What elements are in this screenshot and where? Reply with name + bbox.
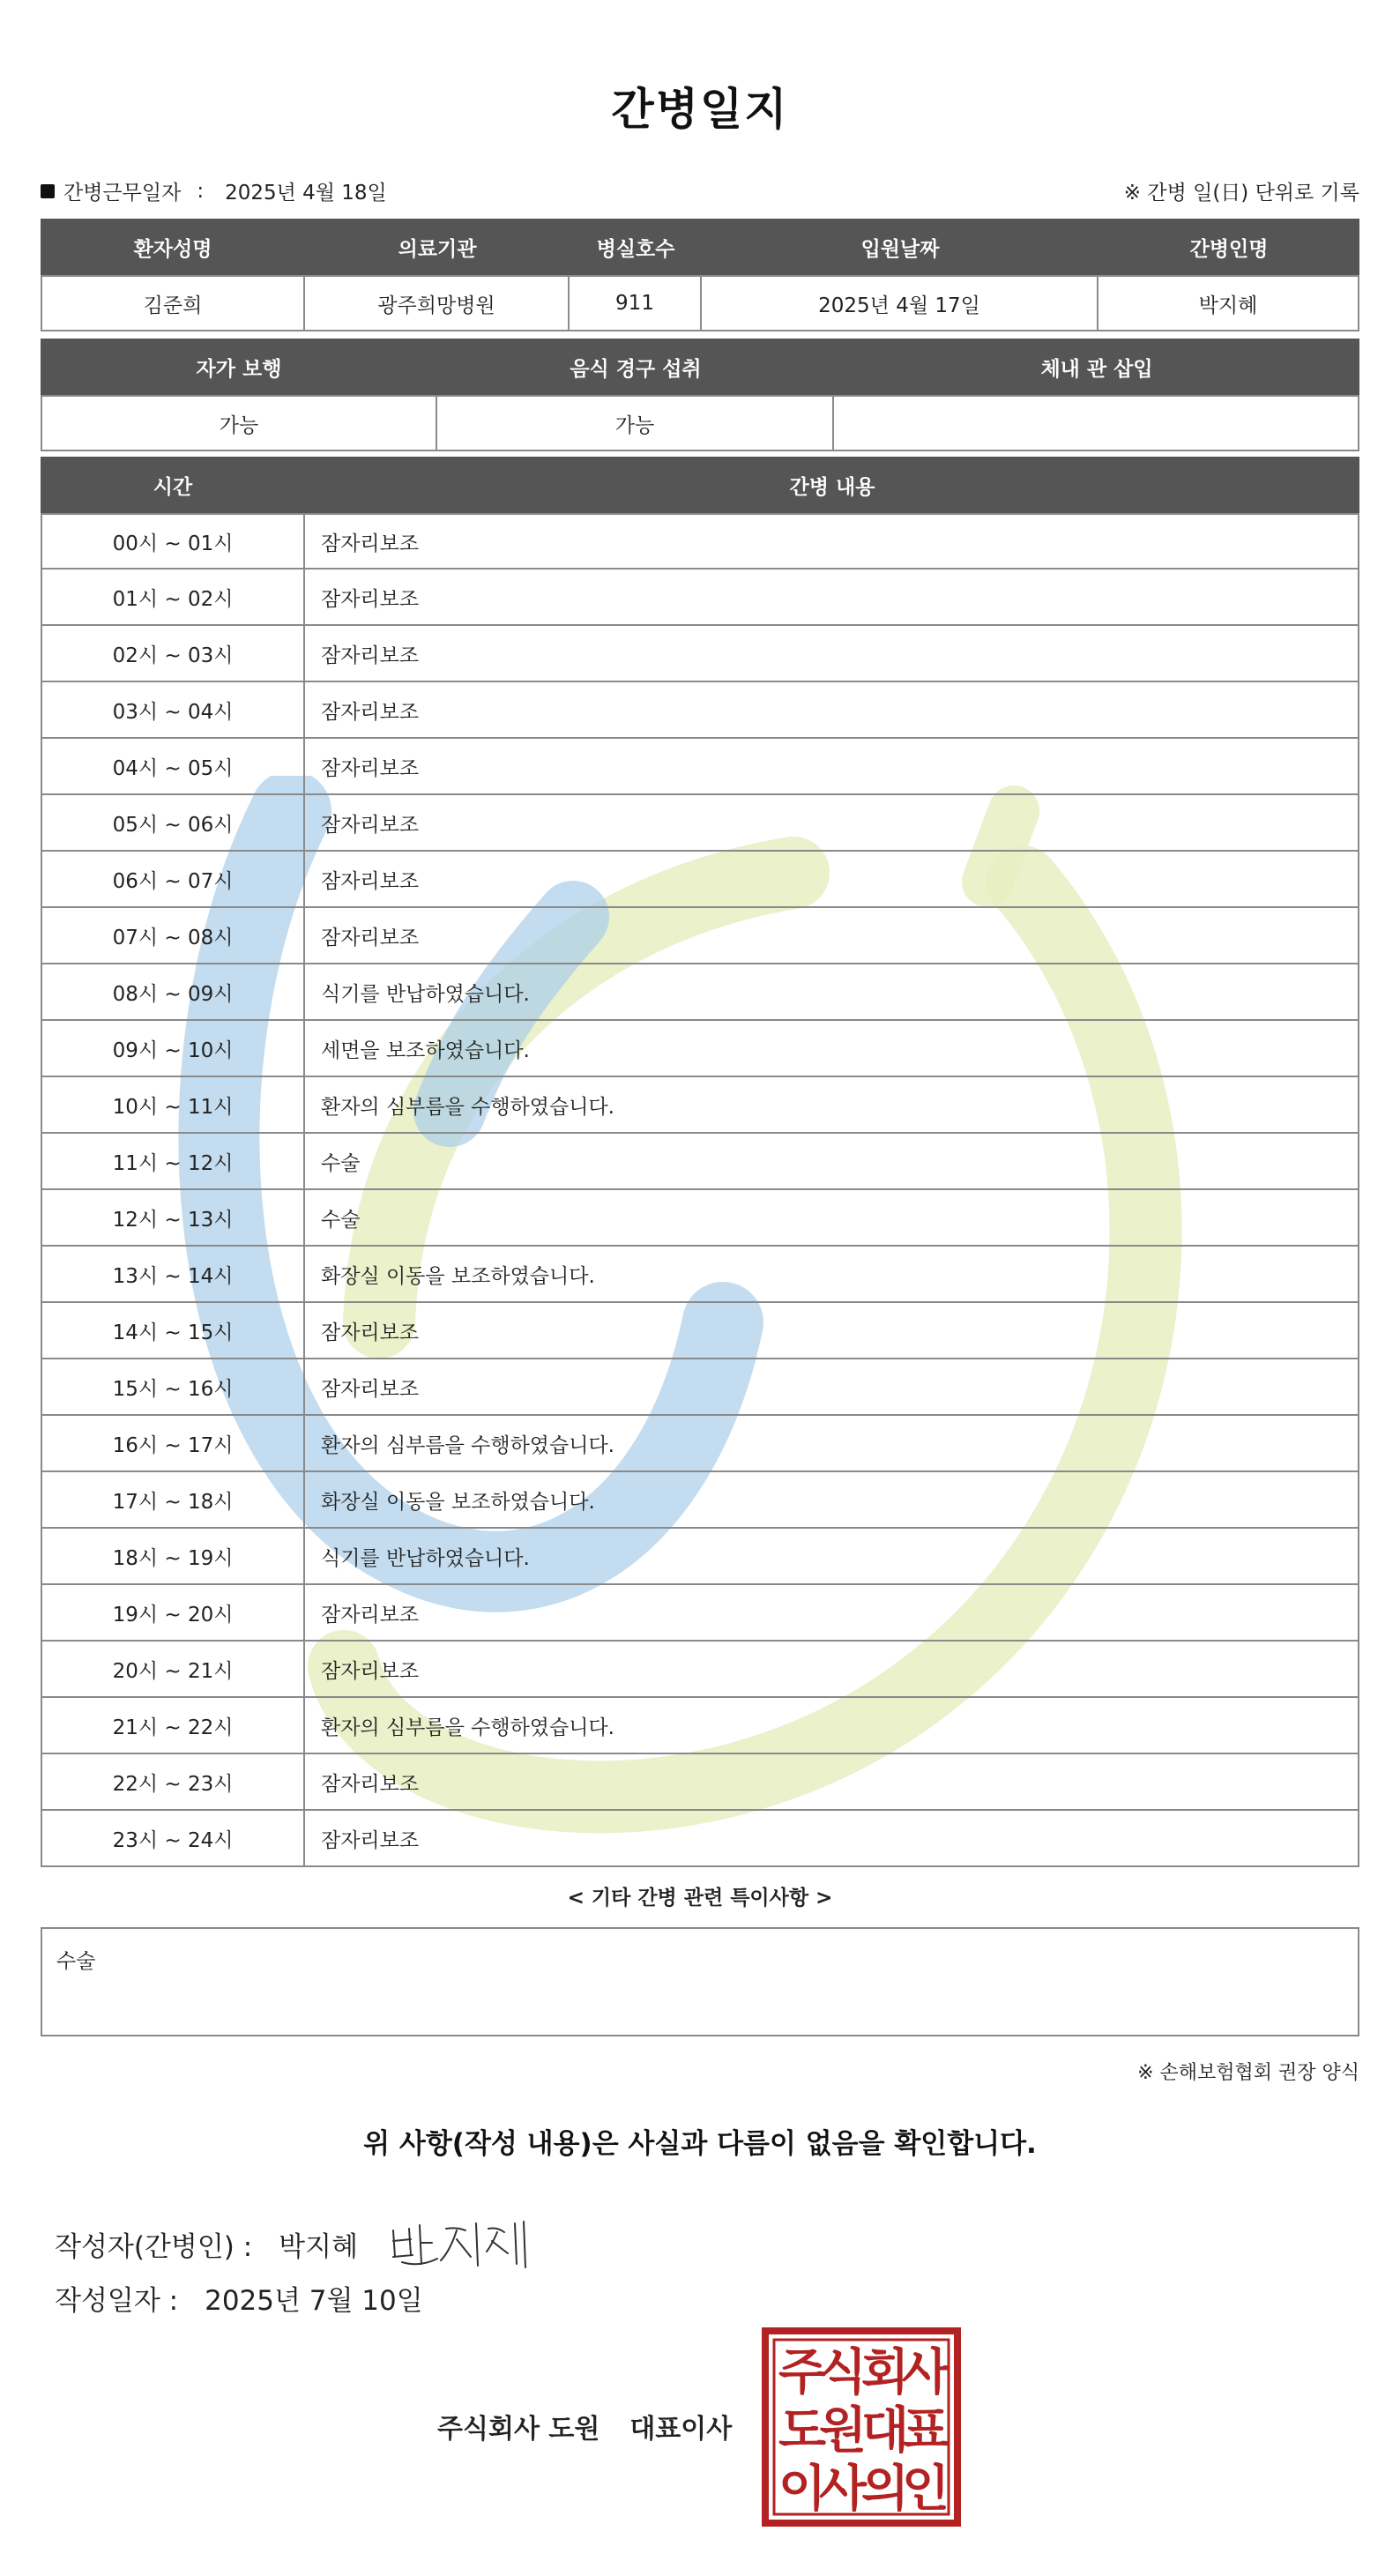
care-log-time: 10시 ~ 11시 <box>41 1077 305 1134</box>
care-log-content: 식기를 반납하였습니다. <box>305 964 1359 1021</box>
seal-char: 도 <box>778 2402 827 2460</box>
writer-label: 작성자(간병인) : <box>55 2230 253 2263</box>
room-number-value: 911 <box>570 275 702 331</box>
self-walking-value: 가능 <box>41 395 437 451</box>
work-date-colon: : <box>197 179 205 203</box>
care-log-time: 15시 ~ 16시 <box>41 1359 305 1416</box>
header-admission-date: 입원날짜 <box>860 237 940 261</box>
record-unit-note: ※ 간병 일(日) 단위로 기록 <box>1123 182 1359 205</box>
header-oral-intake: 음식 경구 섭취 <box>570 357 702 381</box>
care-log-table <box>41 457 1359 1867</box>
care-log-time: 23시 ~ 24시 <box>41 1811 305 1867</box>
care-log-row <box>41 1416 1359 1472</box>
care-log-content: 잠자리보조 <box>305 1303 1359 1359</box>
meta-row <box>41 173 1359 208</box>
care-log-time: 16시 ~ 17시 <box>41 1416 305 1472</box>
care-log-time: 08시 ~ 09시 <box>41 964 305 1021</box>
care-log-content: 수술 <box>305 1134 1359 1190</box>
care-log-content: 잠자리보조 <box>305 852 1359 908</box>
header-care-content: 간병 내용 <box>789 475 875 499</box>
care-log-content: 잠자리보조 <box>305 1642 1359 1698</box>
company-line <box>437 2407 732 2446</box>
care-log-content: 잠자리보조 <box>305 1585 1359 1642</box>
written-date-label: 작성일자 : <box>55 2285 179 2317</box>
patient-info-table <box>41 219 1359 331</box>
care-log-row <box>41 908 1359 964</box>
admission-date-value: 2025년 4월 17일 <box>702 275 1098 331</box>
care-log-content: 잠자리보조 <box>305 795 1359 852</box>
care-log-content: 잠자리보조 <box>305 1359 1359 1416</box>
care-log-content: 잠자리보조 <box>305 908 1359 964</box>
care-log-content: 잠자리보조 <box>305 682 1359 739</box>
form-source-note: ※ 손해보험협회 권장 양식 <box>1137 2062 1359 2084</box>
care-log-time: 22시 ~ 23시 <box>41 1754 305 1811</box>
care-log-row <box>41 1642 1359 1698</box>
seal-char: 사 <box>901 2344 950 2401</box>
care-log-time: 20시 ~ 21시 <box>41 1642 305 1698</box>
care-log-content: 잠자리보조 <box>305 1754 1359 1811</box>
care-log-content: 세면을 보조하였습니다. <box>305 1021 1359 1077</box>
care-log-time: 18시 ~ 19시 <box>41 1529 305 1585</box>
patient-status-value-row <box>41 395 1359 451</box>
care-log-row <box>41 852 1359 908</box>
seal-char: 대 <box>860 2402 910 2460</box>
care-log-row <box>41 1134 1359 1190</box>
care-log-row <box>41 570 1359 626</box>
company-ceo-title: 대표이사 <box>629 2414 733 2445</box>
oral-intake-value: 가능 <box>437 395 834 451</box>
care-log-content: 환자의 심부름을 수행하였습니다. <box>305 1416 1359 1472</box>
care-log-time: 19시 ~ 20시 <box>41 1585 305 1642</box>
patient-info-header-row <box>41 219 1359 275</box>
header-tube-insertion: 체내 관 삽입 <box>1040 357 1153 381</box>
care-log-content: 환자의 심부름을 수행하였습니다. <box>305 1698 1359 1754</box>
care-log-row <box>41 795 1359 852</box>
patient-name-value: 김준희 <box>41 275 305 331</box>
work-date-label: 간병근무일자 <box>63 182 182 205</box>
written-date-line <box>55 2278 423 2318</box>
care-log-row <box>41 1529 1359 1585</box>
seal-char: 사 <box>818 2461 868 2518</box>
care-log-row <box>41 1303 1359 1359</box>
work-date-info <box>41 176 387 205</box>
care-log-time: 11시 ~ 12시 <box>41 1134 305 1190</box>
tube-insertion-value <box>834 395 1359 451</box>
care-log-content: 수술 <box>305 1190 1359 1247</box>
care-log-content: 잠자리보조 <box>305 739 1359 795</box>
care-log-time: 17시 ~ 18시 <box>41 1472 305 1529</box>
header-room-number: 병실호수 <box>596 237 675 261</box>
care-log-row <box>41 1190 1359 1247</box>
care-log-content: 잠자리보조 <box>305 513 1359 570</box>
care-log-content: 잠자리보조 <box>305 626 1359 682</box>
care-log-row <box>41 1247 1359 1303</box>
care-log-time: 13시 ~ 14시 <box>41 1247 305 1303</box>
bullet-square-icon <box>41 184 55 198</box>
seal-char: 표 <box>901 2402 950 2460</box>
writer-name: 박지혜 <box>279 2230 359 2263</box>
hospital-value: 광주희망병원 <box>305 275 570 331</box>
seal-char: 인 <box>901 2461 950 2518</box>
care-log-row <box>41 1811 1359 1867</box>
care-log-time: 01시 ~ 02시 <box>41 570 305 626</box>
care-log-time: 03시 ~ 04시 <box>41 682 305 739</box>
care-log-row <box>41 1698 1359 1754</box>
company-seal-stamp <box>762 2327 961 2527</box>
confirmation-statement: 위 사항(작성 내용)은 사실과 다름이 없음을 확인합니다. <box>363 2128 1037 2160</box>
care-log-row <box>41 1359 1359 1416</box>
care-log-row <box>41 1585 1359 1642</box>
header-caregiver-name: 간병인명 <box>1189 237 1269 261</box>
patient-info-value-row <box>41 275 1359 331</box>
care-log-row <box>41 682 1359 739</box>
seal-char: 원 <box>818 2402 868 2460</box>
patient-status-header-row <box>41 339 1359 395</box>
care-log-row <box>41 1077 1359 1134</box>
seal-char: 회 <box>860 2344 910 2401</box>
care-log-header-row <box>41 457 1359 513</box>
care-log-row <box>41 1472 1359 1529</box>
care-log-time: 02시 ~ 03시 <box>41 626 305 682</box>
care-log-time: 12시 ~ 13시 <box>41 1190 305 1247</box>
care-log-time: 04시 ~ 05시 <box>41 739 305 795</box>
care-log-content: 환자의 심부름을 수행하였습니다. <box>305 1077 1359 1134</box>
care-log-row <box>41 739 1359 795</box>
patient-status-table <box>41 339 1359 451</box>
notes-content: 수술 <box>56 1950 96 1973</box>
care-log-time: 21시 ~ 22시 <box>41 1698 305 1754</box>
care-log-row <box>41 513 1359 570</box>
care-log-row <box>41 1021 1359 1077</box>
care-log-time: 07시 ~ 08시 <box>41 908 305 964</box>
company-name: 주식회사 도원 <box>437 2414 600 2445</box>
written-date-value: 2025년 7월 10일 <box>205 2285 423 2317</box>
header-hospital: 의료기관 <box>398 237 477 261</box>
writer-line <box>55 2213 543 2274</box>
care-log-content: 식기를 반납하였습니다. <box>305 1529 1359 1585</box>
notes-title: < 기타 간병 관련 특이사항 > <box>567 1887 833 1910</box>
care-log-time: 09시 ~ 10시 <box>41 1021 305 1077</box>
care-log-content: 잠자리보조 <box>305 570 1359 626</box>
page-title: 간병일지 <box>611 84 789 135</box>
care-log-row <box>41 1754 1359 1811</box>
seal-char: 식 <box>818 2344 868 2401</box>
care-log-time: 06시 ~ 07시 <box>41 852 305 908</box>
care-log-content: 잠자리보조 <box>305 1811 1359 1867</box>
handwritten-signature <box>384 2213 543 2274</box>
care-log-time: 00시 ~ 01시 <box>41 513 305 570</box>
header-patient-name: 환자성명 <box>133 237 212 261</box>
caregiver-name-value: 박지혜 <box>1098 275 1359 331</box>
work-date-value: 2025년 4월 18일 <box>225 182 387 205</box>
care-log-time: 05시 ~ 06시 <box>41 795 305 852</box>
seal-char: 이 <box>778 2461 827 2518</box>
care-log-rows <box>41 513 1359 1867</box>
seal-char: 의 <box>860 2461 910 2518</box>
notes-box <box>41 1927 1359 2036</box>
header-self-walking: 자가 보행 <box>196 357 282 381</box>
header-time: 시간 <box>153 475 193 499</box>
care-log-row <box>41 964 1359 1021</box>
care-log-row <box>41 626 1359 682</box>
care-log-time: 14시 ~ 15시 <box>41 1303 305 1359</box>
care-log-content: 화장실 이동을 보조하였습니다. <box>305 1247 1359 1303</box>
seal-char: 주 <box>778 2344 827 2401</box>
care-log-content: 화장실 이동을 보조하였습니다. <box>305 1472 1359 1529</box>
